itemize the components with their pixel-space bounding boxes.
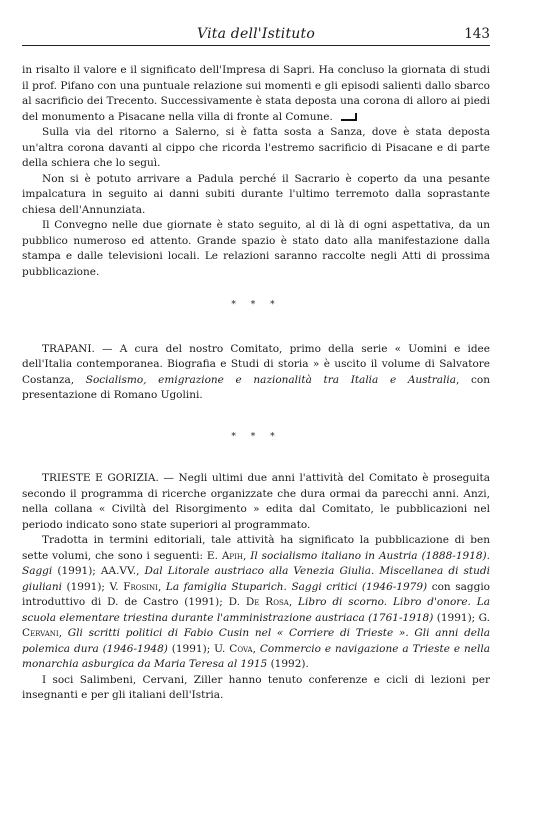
paragraph-sapri-continuation: in risalto il valore e il significato dell'Impresa di Sapri. Ha concluso la giornata di studi il prof. Pifano con una puntuale relazione sui momenti e gli episodi salienti dallo sbarco al sacrificio dei Trecento. Successivamente è stata deposta una corona di alloro ai piedi del monumento a Pisacane nella villa di fronte al Comune.: [22, 64, 490, 123]
running-header: [22, 24, 490, 46]
section-separator: * * *: [231, 300, 281, 310]
running-title: Vita dell'Istituto: [197, 26, 315, 42]
paragraph-padula: Non si è potuto arrivare a Padula perché il Sacrario è coperto da una pesante impalcatura in seguito ai danni subiti durante l'ultimo terremoto dalla soprastante chiesa dell'Annunziata.: [22, 172, 490, 216]
paragraph-sanza: Sulla via del ritorno a Salerno, si è fatta sosta a Sanza, dove è stata deposta un'altra corona davanti al cippo che ricorda l'estremo sacrificio di Pisacane e di parte della schiera che lo seguì.: [22, 126, 490, 169]
page-body: [22, 63, 490, 704]
paragraph-trapani: TRAPANI. — A cura del nostro Comitato, primo della serie « Uomini e idee dell'Italia contemporanea. Biografia e Studi di storia » è uscito il volume di Salvatore Costanza, Socialismo, emigrazione e nazionalità tra Italia e Australia, con presentazione di Romano Ugolini.: [22, 342, 491, 401]
header-rule: [22, 45, 490, 46]
section-separator-2: * * *: [231, 431, 281, 442]
page-number: 143: [464, 26, 490, 42]
paragraph-trieste-gorizia: TRIESTE E GORIZIA. — Negli ultimi due anni l'attività del Comitato è proseguita secondo il programma di ricerche organizzate che dura ormai da parecchi anni. Anzi, nella collana « Civiltà del Risorgimento » edita dal Comitato, le pubblicazioni nel periodo indicato sono state superiori al programmato.: [22, 472, 490, 531]
paragraph-trieste-conferences: I soci Salimbeni, Cervani, Ziller hanno tenuto conferenze e cicli di lezioni per insegnanti e per gli italiani dell'Istria.: [22, 673, 490, 701]
margin-mark: [341, 113, 357, 121]
paragraph-convegno: Il Convegno nelle due giornate è stato seguito, al di là di ogni aspettativa, da un pubblico numeroso ed attento. Grande spazio è stato dato alla manifestazione dalla stampa e dalle televisioni locali. Le relazioni saranno raccolte negli Atti di prossima pubblicazione.: [22, 219, 490, 278]
paragraph-trieste-publications: Tradotta in termini editoriali, tale attività ha significato la pubblicazione di ben sette volumi, che sono i seguenti: E. Apih, Il socialismo italiano in Austria (1888-1918). Saggi (1991); AA.VV., Dal Litorale austriaco alla Venezia Giulia. Miscellanea di studi giuliani (1991); V. Frosini, La famiglia Stuparich. Saggi critici (1946-1979) con saggio introduttivo di D. de Castro (1991); D. De Rosa, Libro di scorno. Libro d'onore. La scuola elementare triestina durante l'amministrazione austriaca (1761-1918) (1991); G. Cervani, Gli scritti politici di Fabio Cusin nel « Corriere di Trieste ». Gli anni della polemica dura (1946-1948) (1991); U. Cova, Commercio e navigazione a Trieste e nella monarchia asburgica da Maria Teresa al 1915 (1992).: [22, 534, 490, 670]
